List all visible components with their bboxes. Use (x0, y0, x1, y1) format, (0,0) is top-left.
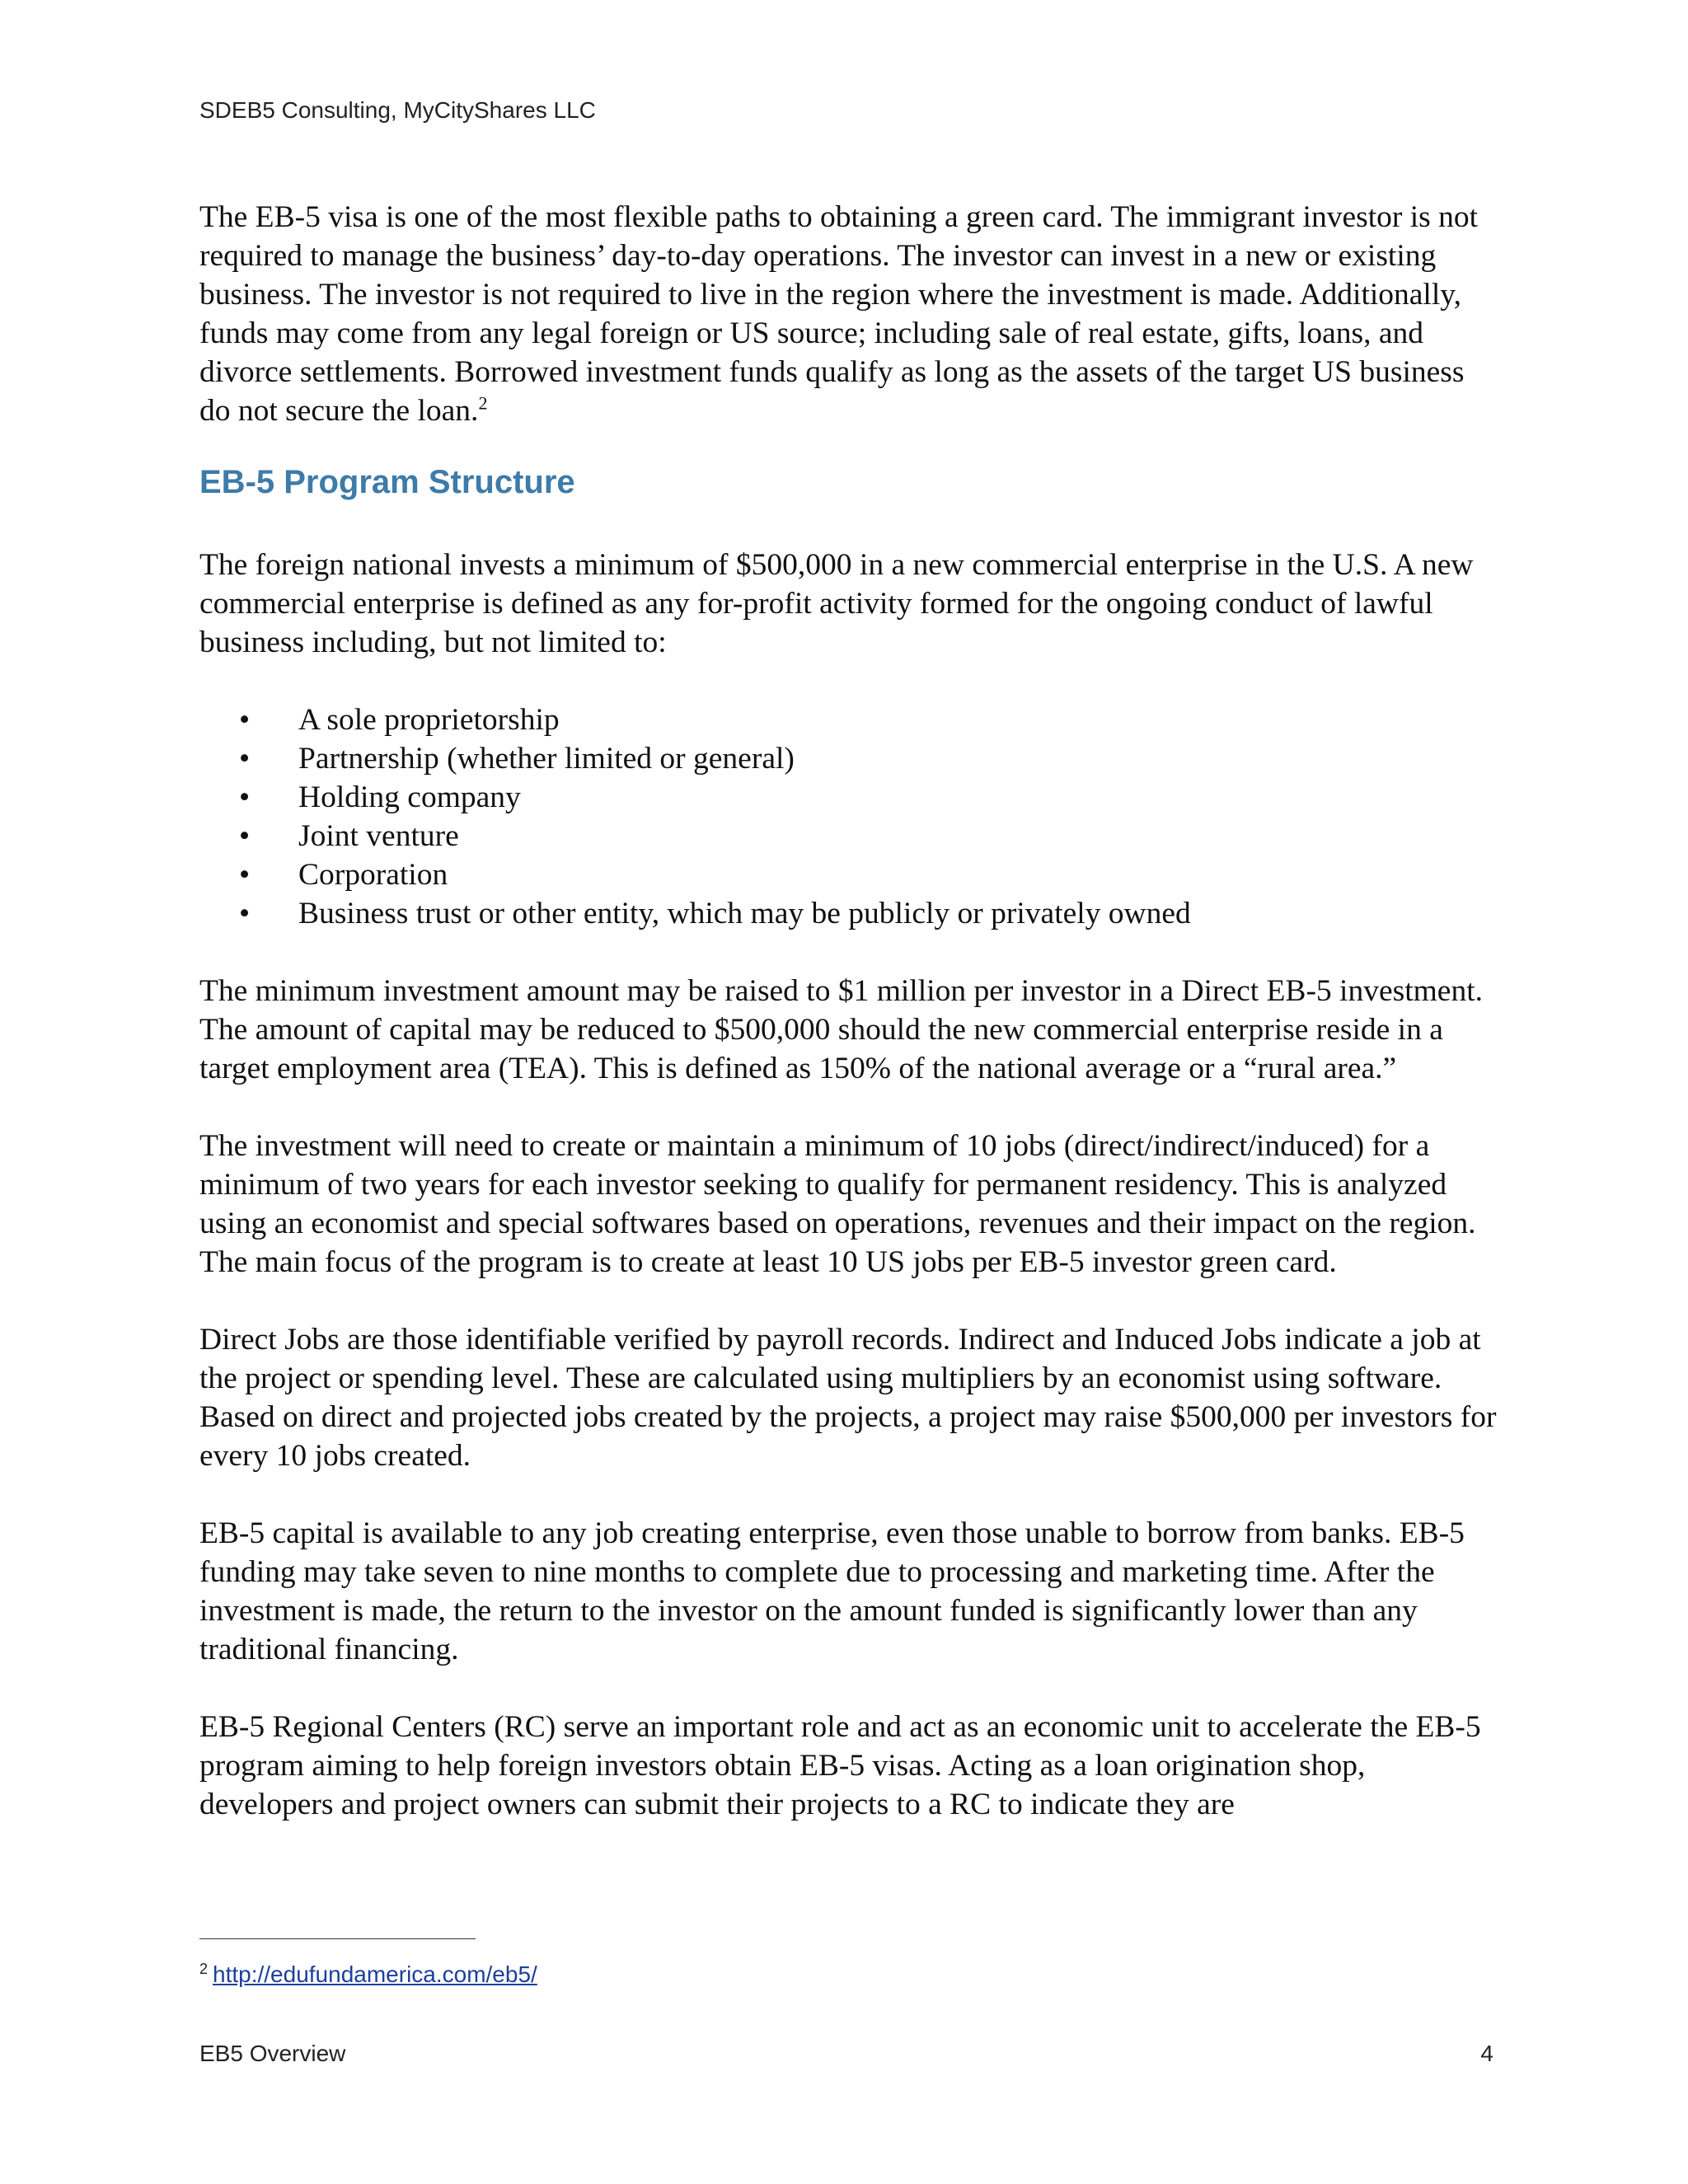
page-body (199, 198, 1502, 1824)
section-heading: EB-5 Program Structure (199, 464, 575, 500)
bullet-icon: • (239, 819, 251, 853)
body-paragraph-eb5-capital: EB-5 capital is available to any job creating enterprise, even those unable to borrow from banks. EB-5 funding may take seven to nine months to complete due to processing and marketing time. After the investment is made, the return to the investor on the amount funded is significantly lower than any traditional financing. (199, 1516, 1465, 1666)
footnote-number: 2 (199, 1960, 209, 1977)
enterprise-type-list (199, 701, 1502, 933)
list-item (199, 817, 1502, 855)
list-item-text: Business trust or other entity, which may be publicly or privately owned (298, 897, 1191, 930)
list-item-text: A sole proprietorship (298, 703, 560, 737)
intro-paragraph (199, 198, 1502, 430)
list-item (199, 894, 1502, 933)
footnote-divider (199, 1938, 476, 1939)
intro-text: The EB-5 visa is one of the most flexible paths to obtaining a green card. The immigrant investor is not required to manage the business’ day-to-day operations. The investor can invest in a new or existing business. The investor is not required to live in the region where the investment is made. Additionally, funds may come from any legal foreign or US source; including sale of real estate, gifts, loans, and divorce settlements. Borrowed investment funds qualify as long as the assets of the target US business do not secure the loan. (199, 200, 1479, 428)
body-paragraph-job-creation: The investment will need to create or maintain a minimum of 10 jobs (direct/indirect/induced) for a minimum of two years for each investor seeking to qualify for permanent residency. This is analyzed using an economist and special softwares based on operations, revenues and their impact on the region. The main focus of the program is to create at least 10 US jobs per EB-5 investor green card. (199, 1129, 1476, 1279)
list-item (199, 701, 1502, 739)
list-item-text: Joint venture (298, 819, 459, 853)
list-item-text: Corporation (298, 858, 448, 892)
list-item-text: Holding company (298, 780, 521, 814)
bullet-icon: • (239, 780, 251, 814)
bullet-icon: • (239, 742, 251, 776)
bullet-icon: • (239, 703, 251, 737)
running-header: SDEB5 Consulting, MyCityShares LLC (199, 97, 596, 123)
bullet-icon: • (239, 897, 251, 930)
section-lead-paragraph: The foreign national invests a minimum of $500,000 in a new commercial enterprise in the U.S. A new commercial enterprise is defined as any for-profit activity formed for the ongoing conduct of lawful business including, but not limited to: (199, 548, 1474, 659)
list-item (199, 855, 1502, 894)
list-item-text: Partnership (whether limited or general) (298, 742, 795, 776)
list-item (199, 778, 1502, 817)
body-paragraph-direct-jobs: Direct Jobs are those identifiable verified by payroll records. Indirect and Induced Jobs indicate a job at the project or spending level. These are calculated using multipliers by an economist using software. Based on direct and projected jobs created by the projects, a project may raise $500,000 per investors for every 10 jobs created. (199, 1323, 1497, 1473)
bullet-icon: • (239, 858, 251, 892)
footnote-reference[interactable]: 2 (478, 392, 488, 414)
list-item (199, 739, 1502, 778)
footnote-link[interactable]: http://edufundamerica.com/eb5/ (213, 1961, 537, 1987)
footnote (199, 1958, 537, 1991)
body-paragraph-regional-centers: EB-5 Regional Centers (RC) serve an important role and act as an economic unit to accelerate the EB-5 program aiming to help foreign investors obtain EB-5 visas. Acting as a loan origination shop, developers and project owners can submit their projects to a RC to indicate they are (199, 1710, 1481, 1821)
running-footer-title: EB5 Overview (199, 2041, 346, 2066)
page-number: 4 (1480, 2041, 1493, 2066)
body-paragraph-investment-amount: The minimum investment amount may be raised to $1 million per investor in a Direct EB-5 investment. The amount of capital may be reduced to $500,000 should the new commercial enterprise reside in a target employment area (TEA). This is defined as 150% of the national average or a “rural area.” (199, 974, 1483, 1085)
